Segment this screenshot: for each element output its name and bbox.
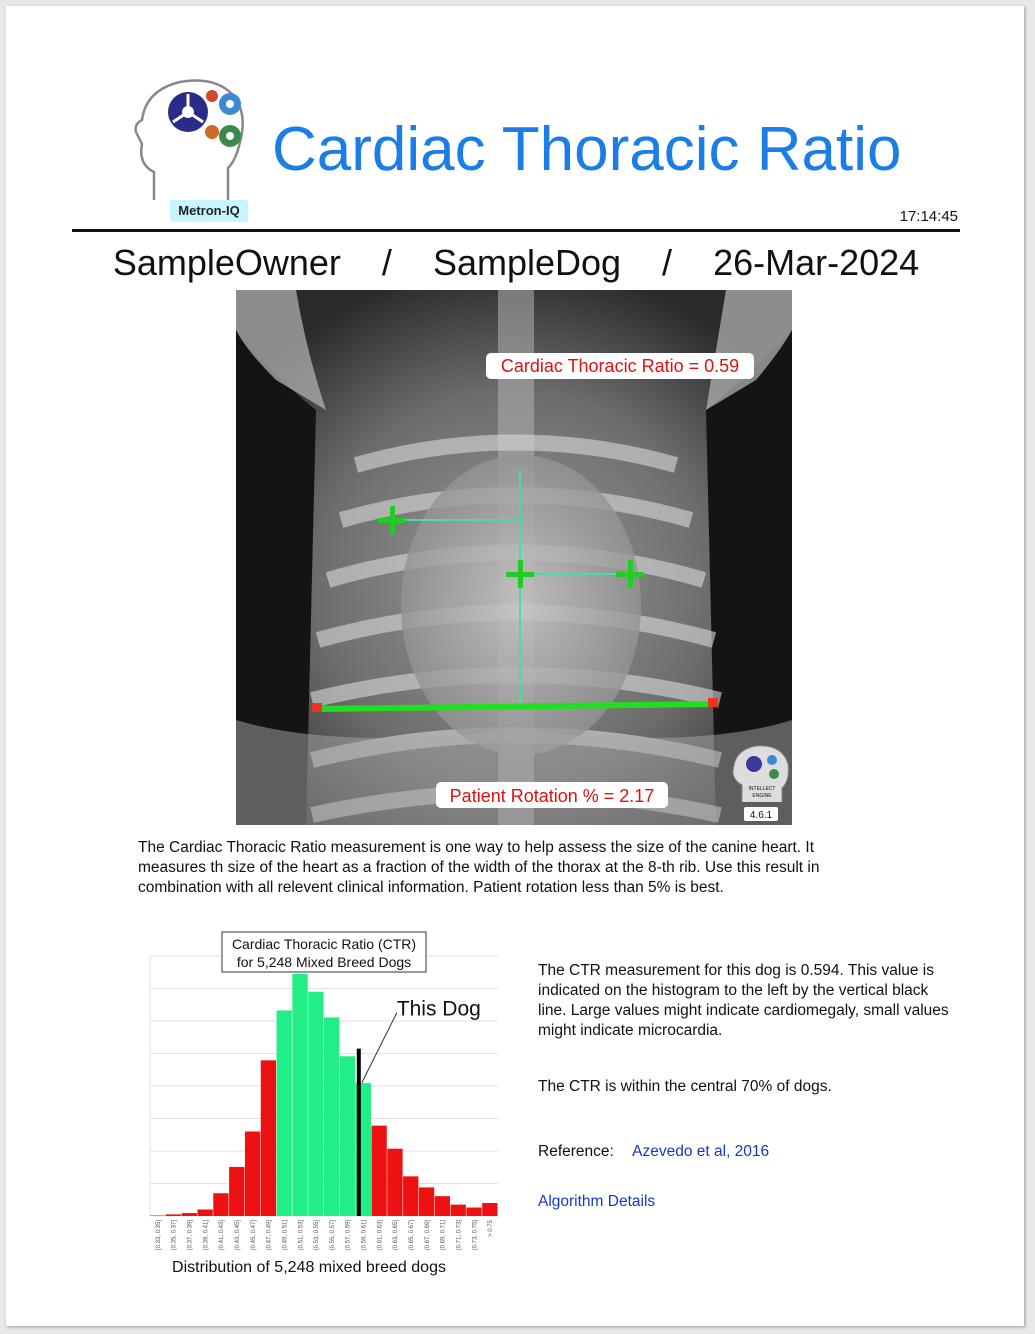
page-title: Cardiac Thoracic Ratio [272,115,902,184]
histogram-bar [340,1056,355,1216]
engine-text-1: INTELLECT [748,786,776,792]
histogram-caption: Distribution of 5,248 mixed breed dogs [172,1259,446,1276]
histogram-bar [435,1196,450,1216]
rotation-label: Patient Rotation % = 2.17 [449,786,655,806]
tick-label: (0.43, 0.45] [235,1220,241,1251]
histogram-bar [261,1060,276,1216]
ctr-central-text: The CTR is within the central 70% of dogs. [538,1078,832,1095]
tick-label: (0.67, 0.69] [424,1220,431,1251]
histogram-bar [229,1167,244,1216]
header-divider [72,229,960,232]
histogram-bar [482,1203,497,1216]
thoracic-radiograph [236,290,792,825]
tick-label: [0.33, 0.35] [155,1220,162,1251]
histogram-bar [166,1214,181,1216]
tick-label: (0.37, 0.39] [187,1220,194,1251]
reference-line [538,1142,958,1162]
ratio-label: Cardiac Thoracic Ratio = 0.59 [500,356,740,376]
exam-date: 26-Mar-2024 [713,242,920,283]
tick-label: (0.65, 0.67] [409,1220,415,1251]
tick-label: (0.49, 0.51] [282,1220,289,1251]
histogram-bar [466,1208,481,1216]
reference-link[interactable]: Azevedo et al, 2016 [632,1143,770,1160]
tick-label: (0.71, 0.73] [456,1220,463,1251]
dog-name: SampleDog [432,242,622,283]
histogram-bar [245,1132,260,1217]
histogram-bar [371,1126,386,1216]
ctr-histogram [134,926,504,1286]
tick-label: (0.35, 0.37] [171,1220,178,1251]
algorithm-details-link[interactable]: Algorithm Details [538,1193,656,1210]
histogram-bar [213,1193,228,1216]
logo-label: Metron-IQ [170,200,248,222]
report-time: 17:14:45 [899,208,958,225]
report-page [6,6,1024,1326]
histogram-title-box [222,932,426,972]
tick-label: (0.45, 0.47] [250,1220,257,1251]
tick-label: (0.63, 0.65] [393,1220,400,1251]
histogram-bar [451,1205,466,1216]
metron-iq-logo [132,72,262,228]
tick-label: > 0.75 [488,1220,495,1237]
histogram-title-line1: Cardiac Thoracic Ratio (CTR) [231,936,417,952]
histogram-bar [197,1210,212,1217]
patient-line [72,242,960,284]
separator: / [662,242,673,283]
histogram-tick-labels [156,1219,494,1250]
histogram-bar [403,1176,418,1216]
tick-label: (0.51, 0.53] [298,1220,305,1251]
tick-label: (0.41, 0.43] [219,1220,226,1251]
histogram-title-line2: for 5,248 Mixed Breed Dogs [236,954,412,970]
this-dog-label: This Dog [396,997,481,1021]
this-dog-pointer [362,1013,397,1083]
tick-label: (0.73, 0.75] [472,1220,479,1251]
histogram-bar [277,1010,292,1216]
engine-version: 4.6.1 [749,810,773,821]
histogram-bar [324,1017,339,1216]
separator: / [381,242,392,283]
reference-label: Reference: [538,1143,614,1160]
histogram-bar [292,974,307,1216]
owner-name: SampleOwner [112,242,341,283]
tick-label: (0.59, 0.61] [361,1220,368,1251]
histogram-bar [419,1187,434,1216]
tick-label: (0.55, 0.57] [329,1220,336,1251]
tick-label: (0.69, 0.71] [440,1220,447,1251]
tick-label: (0.39, 0.41] [203,1220,210,1251]
histogram-bar [182,1213,197,1216]
histogram-bar [387,1149,402,1216]
histogram-bar [308,992,323,1216]
ctr-description: The Cardiac Thoracic Ratio measurement is one way to help assess the size of the canine heart. It measures th size of the heart as a fraction of the width of the thorax at the 8-th rib. Use this result in combination with all relevent clinical information. Patient rotation less than 5% is best. [138,839,820,896]
tick-label: (0.53, 0.55] [314,1220,321,1251]
ctr-measurement-text: The CTR measurement for this dog is 0.594. This value is indicated on the histogram to the left by the vertical black line. Large values might indicate cardiomegaly, small values might indicate microcardia. [538,962,949,1039]
tick-label: (0.47, 0.49] [266,1220,273,1251]
tick-label: (0.61, 0.63] [377,1220,384,1251]
tick-label: (0.57, 0.59] [345,1220,352,1251]
engine-text-2: ENGINE [752,793,772,799]
